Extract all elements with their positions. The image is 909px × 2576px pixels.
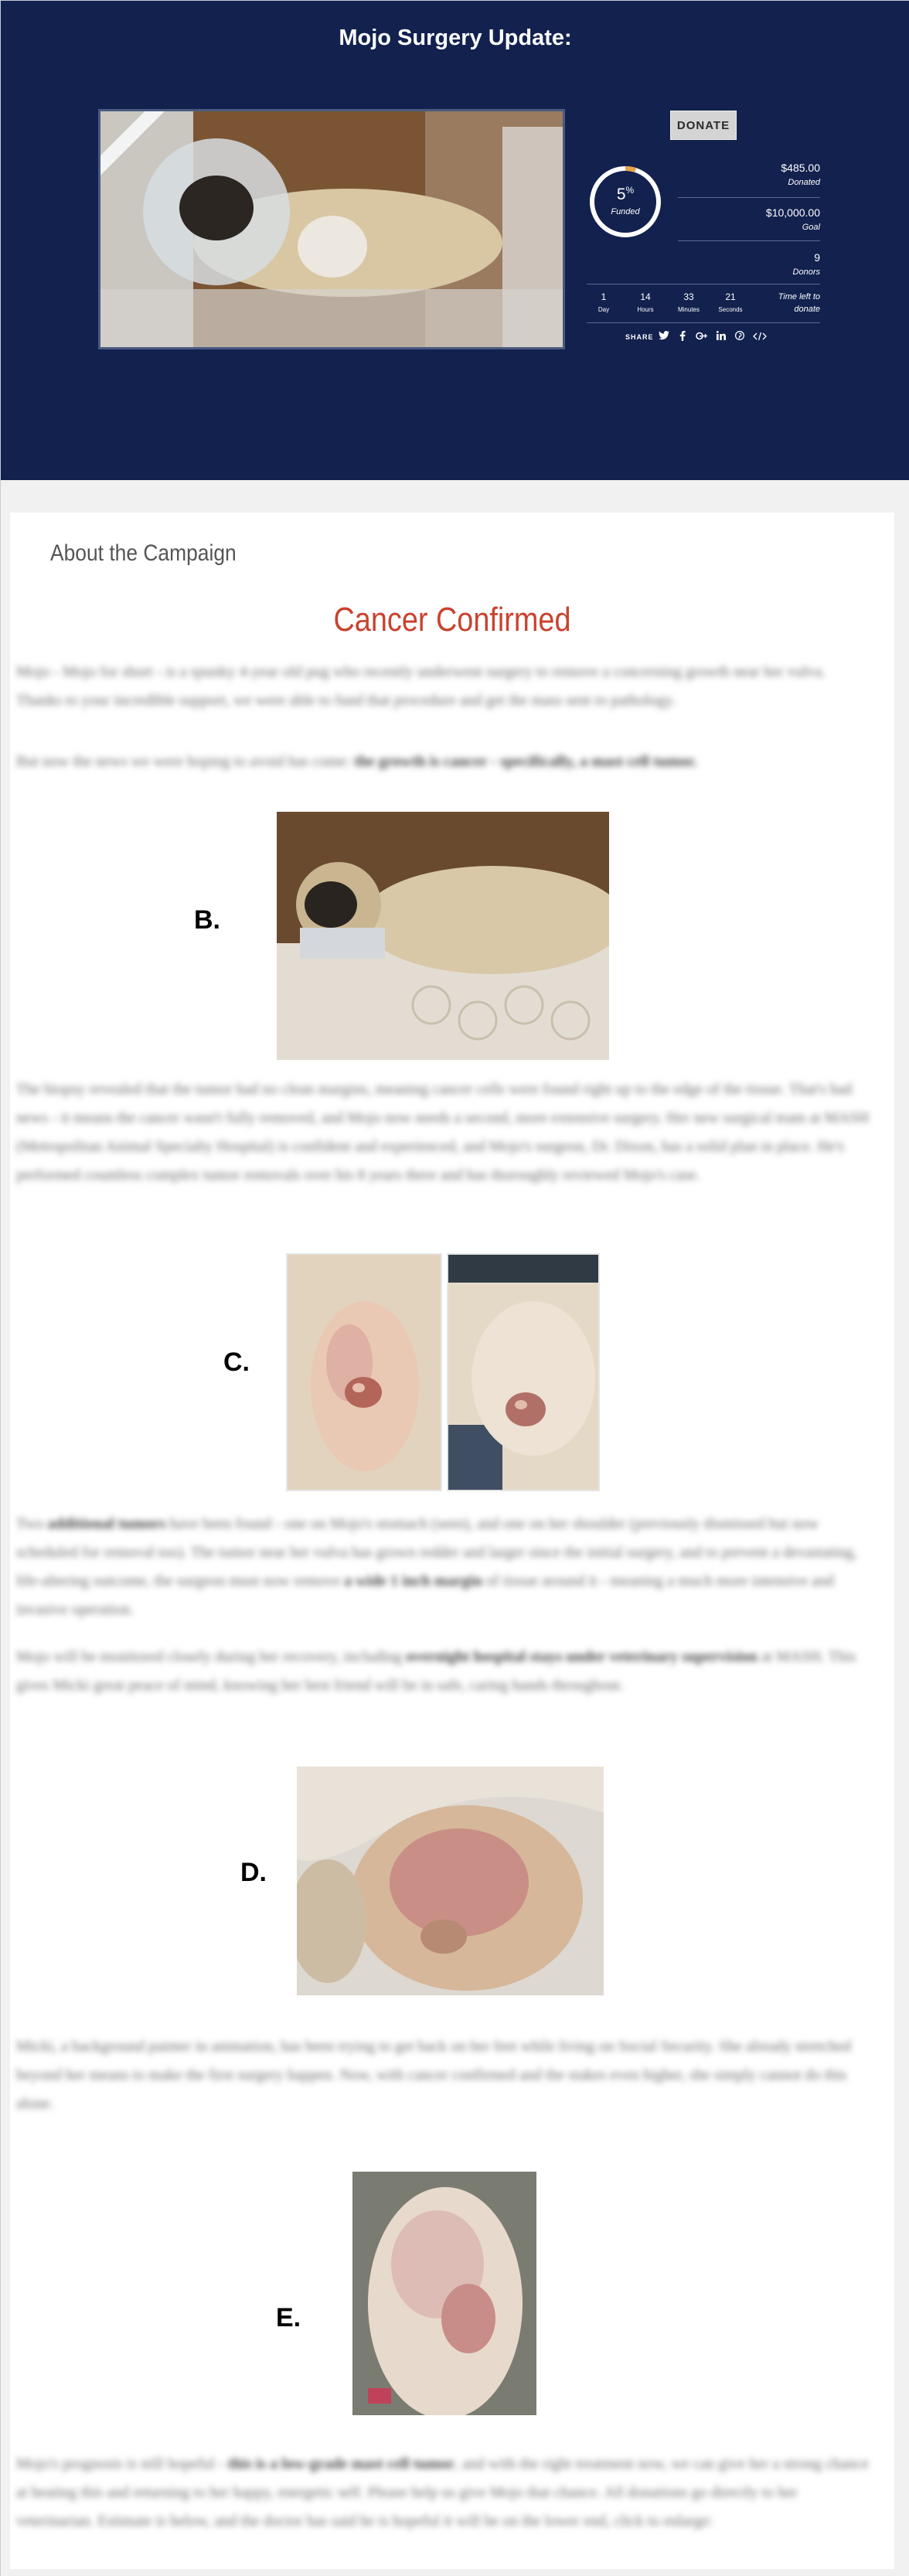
donated-value: $485.00 xyxy=(781,162,820,174)
photo-label-b: B. xyxy=(194,905,220,935)
share-bar xyxy=(587,330,820,346)
goal-label: Goal xyxy=(802,223,820,232)
time-left-label: Time left to donate xyxy=(778,292,820,314)
campaign-header xyxy=(1,1,909,480)
divider xyxy=(587,284,820,285)
story-paragraph: The biopsy revealed that the tumor had no clean margins, meaning cancer cells were found right up to the edge of the tissue. That's bad news - it means the cancer wasn't fully removed, and Mojo now needs a second, more extensive surgery. Her new surgical team at MASH (Metropolitan Animal Specialty Hospital) is confident and experienced, and Mojo's surgeon, Dr. Dixon, has a solid plan in place. He's performed countless complex tumor removals over his 8 years there and has thoroughly reviewed Mojo's case. xyxy=(16,1081,870,1184)
donors-value: 9 xyxy=(814,251,820,264)
google-plus-icon[interactable] xyxy=(695,331,707,343)
donors-label: Donors xyxy=(792,267,820,277)
story-paragraph: Mojo - Mojo for short - is a spunky 4-year old pug who recently underwent surgery to remove a concerning growth near her vulva. Thanks to your incredible support, we were able to fund that procedure and get the mass sent to pathology. xyxy=(16,663,826,709)
funded-readout xyxy=(588,185,662,216)
story-paragraph: But now the news we were hoping to avoid has come: the growth is cancer - specifically, a mast cell tumor. xyxy=(16,753,697,770)
countdown-minutes: 33 Minutes xyxy=(677,291,700,313)
donated-metric xyxy=(681,162,820,187)
divider xyxy=(678,240,820,241)
campaign-headline: Cancer Confirmed xyxy=(333,601,571,639)
donated-label: Donated xyxy=(788,178,820,187)
countdown-days: 1 Day xyxy=(597,291,610,313)
story-paragraph: Mojo will be monitored closely during her recovery, including overnight hospital stays under veterinary supervision at MASH. This gives Micki great peace of mind, knowing her best friend will be in safe, caring hands throughout. xyxy=(16,1648,856,1694)
twitter-icon[interactable] xyxy=(658,331,670,343)
donors-metric xyxy=(681,251,820,277)
percent-symbol: % xyxy=(625,185,635,196)
share-label: SHARE xyxy=(625,333,654,341)
story-paragraph: Micki, a background painter in animation, has been trying to get back on her feet while living on Social Security. She already stretched beyond her means to make the first surgery happen. Now, with cancer confirmed and the stakes even higher, she simply cannot do this alone. xyxy=(16,2038,852,2112)
funded-label: Funded xyxy=(611,207,640,216)
story-paragraph: Two additional tumors have been found - one on Mojo's stomach (seen), and one on her shoulder (previously dismissed but now scheduled for removal too). The tumor near her vulva has grown redder and larger since the initial surgery, and to prevent a devastating, life-altering outcome, the surgeon must now remove a wide 1 inch margin of tissue around it - meaning a much more intensive and invasive operation. xyxy=(16,1515,857,1618)
linkedin-icon[interactable] xyxy=(715,331,727,343)
photo-label-e: E. xyxy=(276,2303,301,2332)
photo-tumor-area xyxy=(297,1767,604,1995)
photo-tumor-closeup-2 xyxy=(447,1253,600,1491)
photo-label-d: D. xyxy=(240,1858,267,1887)
facebook-icon[interactable] xyxy=(676,331,689,343)
embed-icon[interactable] xyxy=(752,331,768,343)
about-panel xyxy=(10,513,894,2569)
page-title: Mojo Surgery Update: xyxy=(339,26,572,50)
donate-button[interactable]: DONATE xyxy=(670,111,737,140)
countdown-seconds: 21 Seconds xyxy=(718,291,743,313)
goal-value: $10,000.00 xyxy=(765,206,820,219)
story-paragraph: Mojo's prognosis is still hopeful - this is a low-grade mast cell tumor, and with the right treatment now, we can give her a strong chance at beating this and returning to her happy, energetic self. Please help us give Mojo that chance. All donations go directly to her veterinarian. Estimate is below, and the doctor has said he is hopeful it will be on the lower end, click to enlarge: xyxy=(16,2455,869,2530)
divider xyxy=(678,197,820,198)
photo-dog-belly xyxy=(352,2172,536,2415)
countdown-hours: 14 Hours xyxy=(637,291,654,313)
photo-tumor-closeup-1 xyxy=(286,1253,442,1491)
pinterest-icon[interactable] xyxy=(734,331,746,343)
divider xyxy=(587,322,820,323)
section-title: About the Campaign xyxy=(50,540,237,566)
photo-label-c: C. xyxy=(223,1348,250,1377)
goal-metric xyxy=(681,206,820,232)
hero-photo-pug-bed xyxy=(98,109,565,349)
photo-pug-sleeping xyxy=(277,812,609,1060)
funded-percent: 5 xyxy=(616,186,626,203)
